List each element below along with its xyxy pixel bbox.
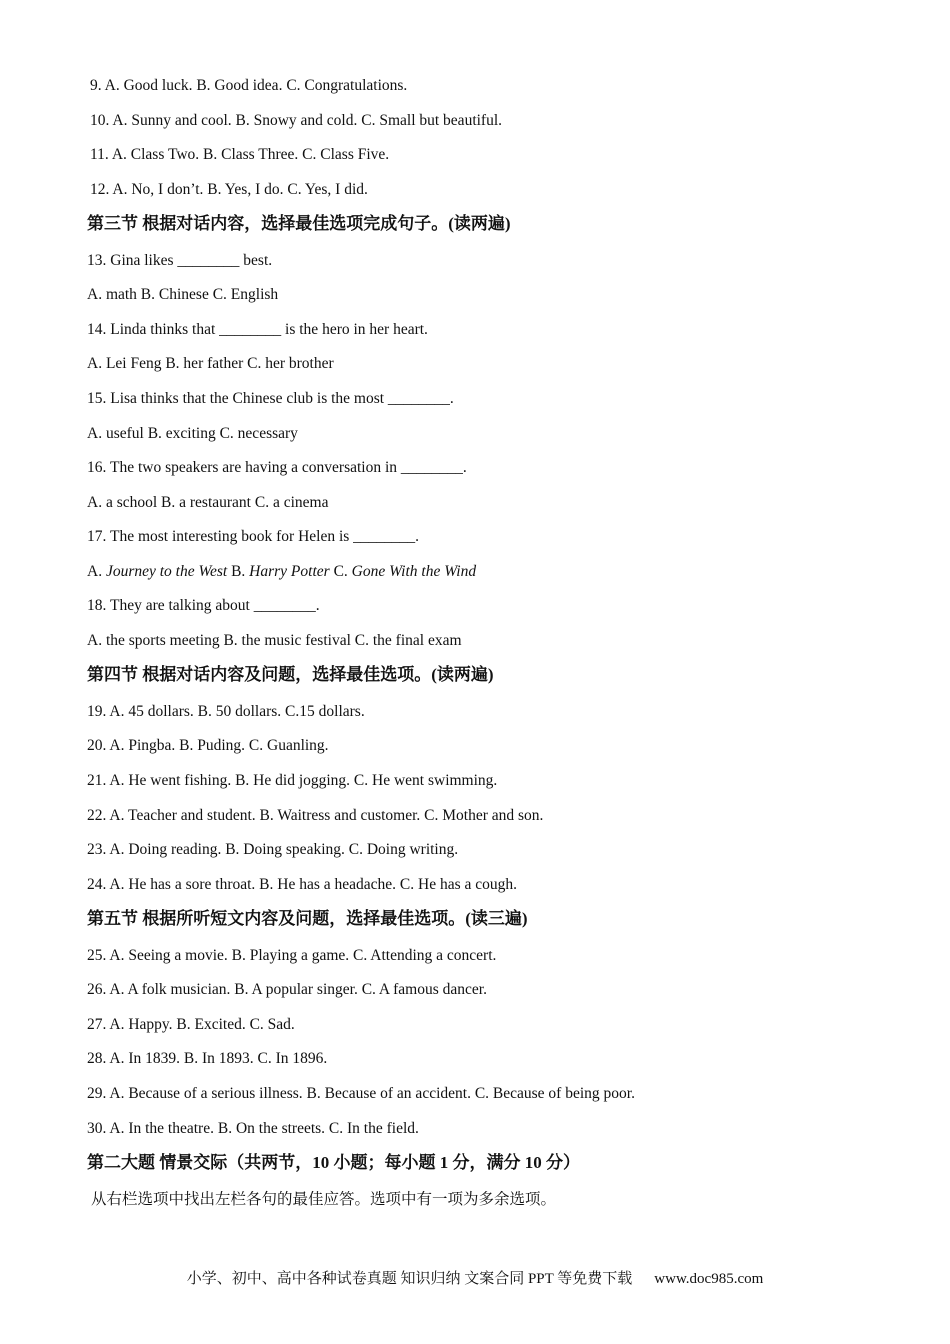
question-9-options: 9. A. Good luck. B. Good idea. C. Congratulations. <box>90 77 408 94</box>
question-17: 17. The most interesting book for Helen is ________. <box>87 528 420 545</box>
section-4-heading: 第四节 根据对话内容及问题，选择最佳选项。(读两遍) <box>87 665 494 684</box>
section-5-heading: 第五节 根据所听短文内容及问题，选择最佳选项。(读三遍) <box>87 909 528 928</box>
question-18: 18. They are talking about ________. <box>87 597 320 614</box>
option-c-title: Gone With the Wind <box>351 563 477 580</box>
footer-text: 小学、初中、高中各种试卷真题 知识归纳 文案合同 PPT 等免费下载 <box>186 1271 633 1287</box>
option-b-label: B. <box>227 563 250 580</box>
question-15-options: A. useful B. exciting C. necessary <box>87 425 298 442</box>
question-29-options: 29. A. Because of a serious illness. B. Because of an accident. C. Because of being poor. <box>87 1085 635 1102</box>
question-27-options: 27. A. Happy. B. Excited. C. Sad. <box>87 1016 295 1033</box>
question-28-options: 28. A. In 1839. B. In 1893. C. In 1896. <box>87 1050 328 1067</box>
question-30-options: 30. A. In the theatre. B. On the streets. C. In the field. <box>87 1120 419 1137</box>
question-21-options: 21. A. He went fishing. B. He did jogging. C. He went swimming. <box>87 772 498 789</box>
part-2-instruction: 从右栏选项中找出左栏各句的最佳应答。选项中有一项为多余选项。 <box>91 1191 557 1208</box>
question-22-options: 22. A. Teacher and student. B. Waitress and customer. C. Mother and son. <box>87 807 544 824</box>
part-2-heading: 第二大题 情景交际（共两节，10 小题；每小题 1 分，满分 10 分） <box>87 1153 580 1172</box>
page-footer <box>0 1269 950 1289</box>
question-18-options: A. the sports meeting B. the music festival C. the final exam <box>87 632 462 649</box>
question-26-options: 26. A. A folk musician. B. A popular singer. C. A famous dancer. <box>87 981 487 998</box>
section-3-heading: 第三节 根据对话内容，选择最佳选项完成句子。(读两遍) <box>87 214 511 233</box>
question-24-options: 24. A. He has a sore throat. B. He has a headache. C. He has a cough. <box>87 876 517 893</box>
question-25-options: 25. A. Seeing a movie. B. Playing a game. C. Attending a concert. <box>87 947 497 964</box>
question-13: 13. Gina likes ________ best. <box>87 252 273 269</box>
question-13-options: A. math B. Chinese C. English <box>87 286 279 303</box>
question-15: 15. Lisa thinks that the Chinese club is the most ________. <box>87 390 454 407</box>
option-c-label: C. <box>329 563 352 580</box>
option-a-title: Journey to the West <box>105 563 228 580</box>
option-b-title: Harry Potter <box>249 563 330 580</box>
question-23-options: 23. A. Doing reading. B. Doing speaking. C. Doing writing. <box>87 841 459 858</box>
footer-url[interactable]: www.doc985.com <box>654 1271 764 1287</box>
question-16: 16. The two speakers are having a conversation in ________. <box>87 459 467 476</box>
question-12-options: 12. A. No, I don’t. B. Yes, I do. C. Yes, I did. <box>90 181 368 198</box>
question-10-options: 10. A. Sunny and cool. B. Snowy and cold. C. Small but beautiful. <box>90 112 503 129</box>
question-16-options: A. a school B. a restaurant C. a cinema <box>87 494 329 511</box>
question-19-options: 19. A. 45 dollars. B. 50 dollars. C.15 dollars. <box>87 703 365 720</box>
question-14-options: A. Lei Feng B. her father C. her brother <box>87 355 334 372</box>
question-20-options: 20. A. Pingba. B. Puding. C. Guanling. <box>87 737 329 754</box>
question-11-options: 11. A. Class Two. B. Class Three. C. Class Five. <box>90 146 390 163</box>
question-17-options <box>87 562 476 582</box>
question-14: 14. Linda thinks that ________ is the hero in her heart. <box>87 321 428 338</box>
option-a-label: A. <box>87 563 106 580</box>
